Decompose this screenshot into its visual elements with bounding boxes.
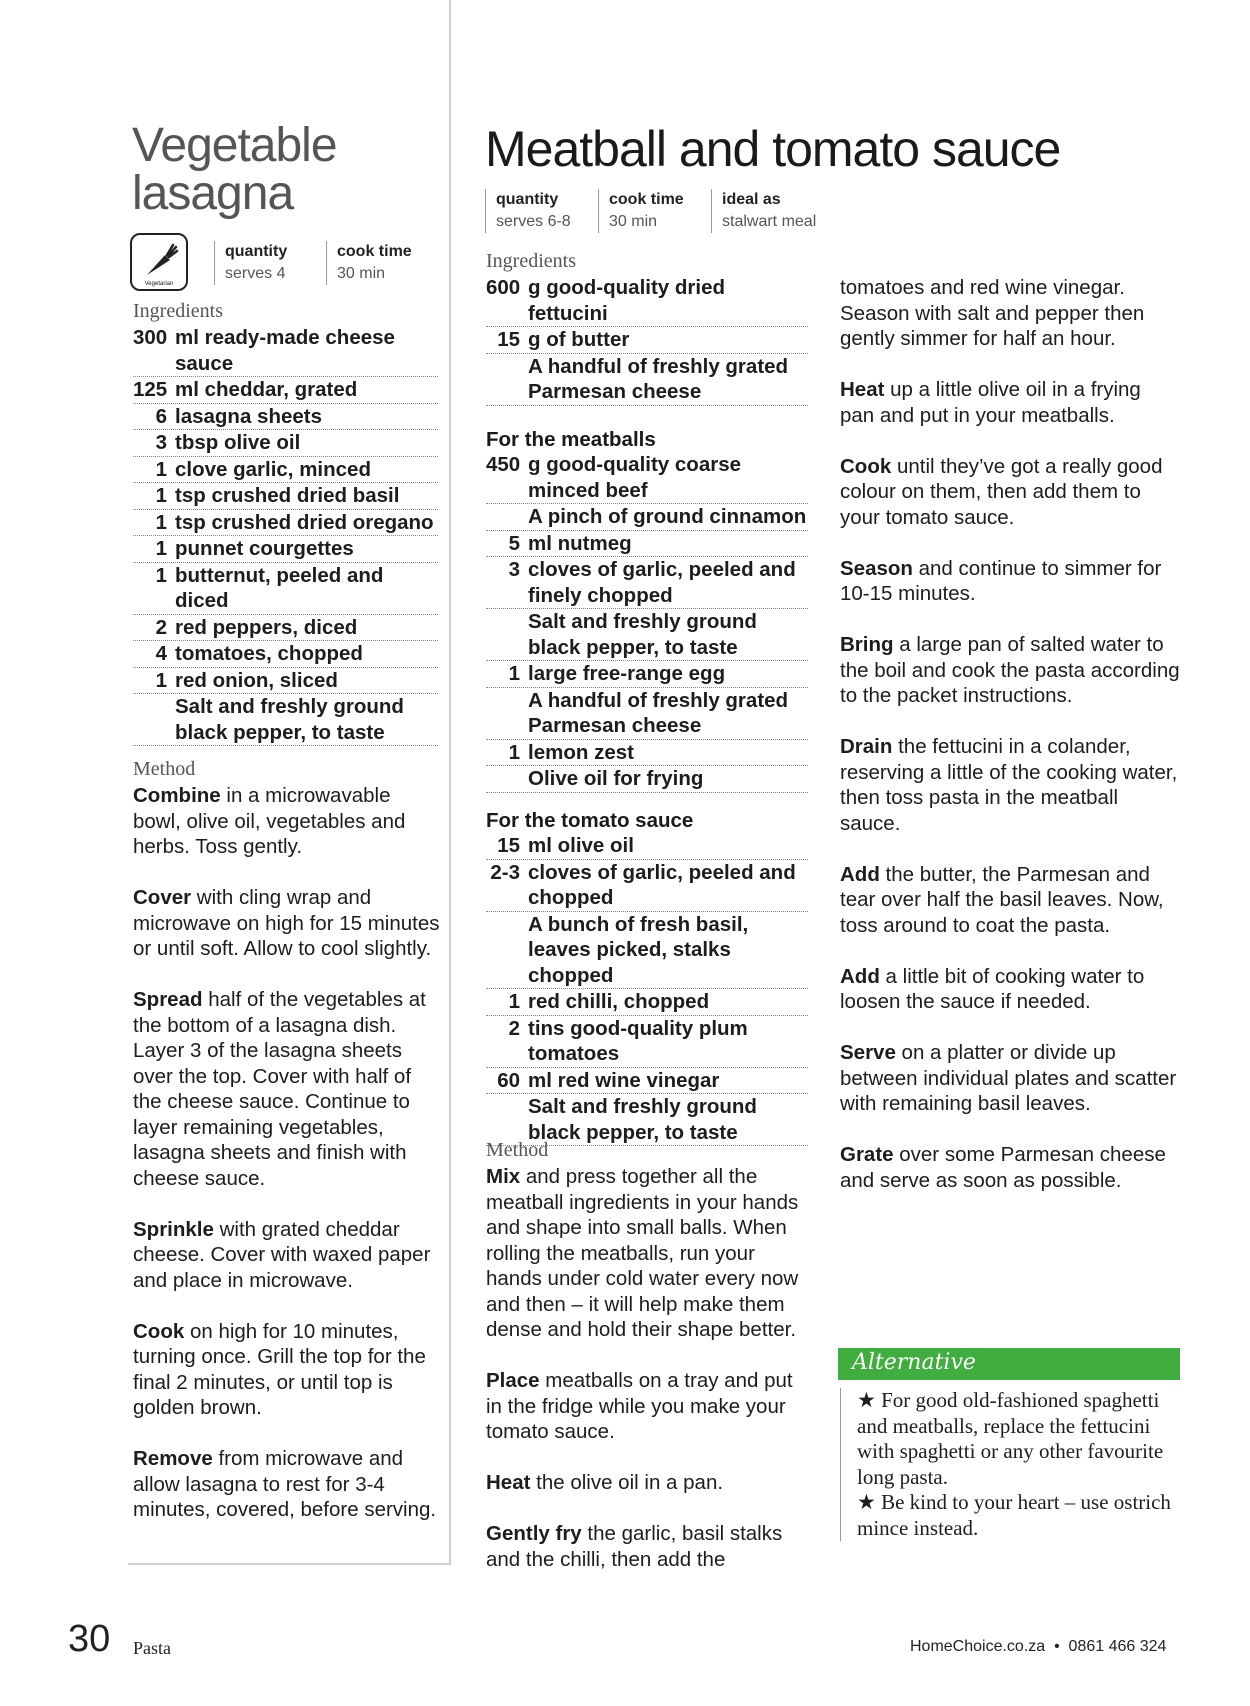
ingredient-quantity <box>133 694 175 745</box>
method-step <box>133 783 443 860</box>
ingredient-text: punnet courgettes <box>175 537 354 560</box>
method-step-text: over some Parmesan cheese and serve as soon as possible. <box>840 1143 1166 1192</box>
method-step-text: with grated cheddar cheese. Cover with waxed paper and place in microwave. <box>133 1217 431 1292</box>
method-step <box>840 377 1180 428</box>
ingredient-quantity <box>486 766 528 792</box>
method-step-text: the olive oil in a pan. <box>530 1471 724 1494</box>
ingredient-quantity: 2-3 <box>490 860 520 884</box>
meatball-method-part-1 <box>486 1164 812 1598</box>
ingredient-text: A handful of freshly grated Parmesan cheese <box>528 688 789 737</box>
ingredient-text: Olive oil for frying <box>528 767 704 790</box>
method-step <box>840 632 1180 709</box>
ingredient-quantity: 1 <box>155 668 167 692</box>
tomato-sauce-heading: For the tomato sauce <box>486 809 694 832</box>
ingredient-text: red chilli, chopped <box>528 990 710 1013</box>
ingredient-text: tomatoes, chopped <box>175 642 363 665</box>
method-step-verb: Cover <box>133 886 192 909</box>
ingredient-row <box>486 557 808 609</box>
ingredient-row <box>486 354 808 406</box>
method-step <box>486 1368 812 1445</box>
ingredient-quantity: 3 <box>508 558 520 581</box>
column-divider <box>449 0 451 1565</box>
ingredient-row <box>486 661 808 688</box>
ingredient-quantity: 125 <box>133 378 168 401</box>
ingredient-quantity <box>486 609 528 660</box>
method-step-text: on high for 10 minutes, turning once. Grill the top for the final 2 minutes, or until top is golden brown. <box>133 1319 426 1419</box>
ingredient-quantity: 3 <box>155 431 167 454</box>
ingredient-row <box>486 860 808 912</box>
ingredient-row <box>133 563 438 615</box>
alternative-tip: ★ For good old-fashioned spaghetti and meatballs, replace the fettucini with spaghetti or any other favourite long pasta. <box>857 1388 1164 1489</box>
method-step-verb: Cook <box>133 1319 185 1343</box>
ingredient-row <box>486 1016 808 1068</box>
ingredient-text: tins good-quality plum tomatoes <box>528 1016 748 1065</box>
ingredient-text: cloves of garlic, peeled and chopped <box>528 860 796 909</box>
lasagna-quantity: quantity serves 4 <box>214 241 287 285</box>
ingredient-text: Salt and freshly ground black pepper, to taste <box>528 610 757 659</box>
method-step <box>840 862 1180 939</box>
ingredient-quantity: 300 <box>133 326 168 349</box>
method-step <box>133 1217 443 1294</box>
method-step <box>840 275 1180 352</box>
vegetarian-label: Vegetarian <box>144 281 174 287</box>
section-name: Pasta <box>133 1638 171 1658</box>
method-step-text: with cling wrap and microwave on high for 15 minutes or until soft. Allow to cool slightly. <box>133 886 440 960</box>
ingredient-row <box>486 609 808 661</box>
ingredient-row <box>133 641 438 668</box>
ingredient-row <box>133 404 438 431</box>
ingredient-quantity: 1 <box>508 662 520 685</box>
method-step-text: from microwave and allow lasagna to rest for 3-4 minutes, covered, before serving. <box>133 1447 437 1521</box>
method-step-text: the butter, the Parmesan and tear over half the basil leaves. Now, toss around to coat the pasta. <box>840 862 1164 937</box>
meatballs-heading: For the meatballs <box>486 428 656 451</box>
ingredient-quantity: 60 <box>497 1068 520 1092</box>
ingredient-row <box>133 430 438 457</box>
ingredient-quantity: 1 <box>155 510 167 534</box>
ingredient-row <box>486 327 808 354</box>
ingredient-quantity: 1 <box>155 563 167 587</box>
lasagna-ingredients-heading: Ingredients <box>133 300 223 322</box>
vegetarian-badge <box>130 233 188 291</box>
tomato-sauce-ingredient-list <box>486 833 808 1146</box>
left-column-bottom-rule <box>128 1563 451 1565</box>
method-step-text: the garlic, basil stalks and the chilli, then add the <box>486 1522 783 1571</box>
method-step-verb: Serve <box>840 1041 896 1064</box>
method-step-text: and continue to simmer for 10-15 minutes. <box>840 556 1162 605</box>
lasagna-method <box>133 783 443 1548</box>
method-step-verb: Grate <box>840 1143 894 1166</box>
method-step <box>133 1319 443 1421</box>
method-step <box>840 556 1180 607</box>
ingredient-text: A pinch of ground cinnamon <box>528 505 807 528</box>
ingredient-quantity: 1 <box>155 537 167 560</box>
ingredient-text: clove garlic, minced <box>175 457 371 481</box>
ingredient-text: lasagna sheets <box>175 404 322 428</box>
ingredient-quantity: 15 <box>497 328 520 351</box>
lasagna-cook-time: cook time 30 min <box>326 241 412 285</box>
ingredient-text: ml olive oil <box>528 834 634 857</box>
ingredient-row <box>486 766 808 793</box>
ingredient-row <box>486 452 808 504</box>
method-step-text: in a microwavable bowl, olive oil, vegetables and herbs. Toss gently. <box>133 784 406 858</box>
method-step-text: half of the vegetables at the bottom of a lasagna dish. Layer 3 of the lasagna sheets over the top. Cover with half of the cheese sauce. Continue to layer remaining vegetables, lasagna sheets and finish with cheese sauce. <box>133 988 426 1190</box>
ingredient-quantity: 6 <box>155 404 167 428</box>
method-step-verb: Combine <box>133 784 221 807</box>
ingredient-text: tbsp olive oil <box>175 431 301 454</box>
carrot-icon <box>143 241 179 279</box>
ingredient-row <box>133 615 438 642</box>
method-step <box>133 885 443 962</box>
ingredient-quantity: 1 <box>155 484 167 507</box>
ingredient-text: ml red wine vinegar <box>528 1068 720 1092</box>
method-step-text: until they’ve got a really good colour on them, then add them to your tomato sauce. <box>840 454 1163 529</box>
method-step-verb: Heat <box>486 1471 531 1494</box>
ingredient-row <box>486 912 808 990</box>
lasagna-method-heading: Method <box>133 758 196 780</box>
ingredient-quantity: 15 <box>497 834 520 857</box>
method-step-text: the fettucini in a colander, reserving a little of the cooking water, then toss pasta in the meatball sauce. <box>840 735 1178 835</box>
method-step-verb: Heat <box>840 378 885 401</box>
ingredient-quantity: 4 <box>155 642 167 665</box>
method-step-verb: Add <box>840 862 880 886</box>
ingredient-text: Salt and freshly ground black pepper, to taste <box>528 1095 757 1144</box>
ingredient-text: large free-range egg <box>528 662 726 685</box>
ingredient-quantity: 2 <box>155 615 167 639</box>
meatball-method-heading: Method <box>486 1139 549 1161</box>
ingredient-row <box>133 377 438 404</box>
meatball-cook-time: cook time 30 min <box>598 189 684 233</box>
method-step <box>840 1040 1180 1117</box>
method-step-verb: Gently fry <box>486 1522 582 1545</box>
footer-contact: HomeChoice.co.za • 0861 466 324 <box>910 1638 1167 1655</box>
ingredient-quantity: 1 <box>155 457 167 481</box>
ingredient-text: butternut, peeled and diced <box>175 563 384 612</box>
method-step <box>840 964 1180 1015</box>
ingredient-row <box>133 694 438 746</box>
method-step-text: on a platter or divide up between individual plates and scatter with remaining basil leaves. <box>840 1041 1177 1115</box>
method-step-verb: Season <box>840 556 913 580</box>
ingredient-text: Salt and freshly ground black pepper, to taste <box>175 695 404 744</box>
meatballs-ingredient-list <box>486 452 808 793</box>
ingredient-quantity: 1 <box>508 990 520 1013</box>
method-step <box>840 734 1180 836</box>
lasagna-title: Vegetable lasagna <box>132 119 337 220</box>
meatball-ingredients-heading: Ingredients <box>486 250 576 272</box>
ingredient-text: g good-quality coarse minced beef <box>528 453 741 502</box>
ingredient-row <box>486 989 808 1016</box>
method-step <box>133 987 443 1191</box>
method-step-verb: Remove <box>133 1447 213 1470</box>
meatball-ideal-as: ideal as stalwart meal <box>711 189 816 233</box>
ingredient-row <box>486 1068 808 1095</box>
ingredient-row <box>133 510 438 537</box>
method-step <box>486 1470 812 1496</box>
method-step <box>133 1446 443 1523</box>
ingredient-text: lemon zest <box>528 740 634 764</box>
ingredient-row <box>133 483 438 510</box>
meatball-title: Meatball and tomato sauce <box>485 121 1061 177</box>
ingredient-text: g good-quality dried fettucini <box>528 276 726 325</box>
method-step-verb: Sprinkle <box>133 1217 214 1241</box>
ingredient-text: ml cheddar, grated <box>175 378 358 401</box>
alternative-tips <box>840 1388 1174 1541</box>
ingredient-row <box>133 325 438 377</box>
ingredient-text: tsp crushed dried oregano <box>175 510 434 534</box>
meatball-ingredient-list <box>486 275 808 406</box>
ingredient-quantity: 1 <box>508 740 520 764</box>
meatball-method-part-2 <box>840 275 1180 1219</box>
ingredient-text: red onion, sliced <box>175 668 338 692</box>
ingredient-text: cloves of garlic, peeled and finely chopped <box>528 558 796 607</box>
method-step-text: a little bit of cooking water to loosen the sauce if needed. <box>840 964 1145 1013</box>
ingredient-quantity: 5 <box>508 531 520 555</box>
method-step <box>486 1521 812 1572</box>
ingredient-quantity: 2 <box>508 1016 520 1040</box>
method-step <box>840 1142 1180 1193</box>
page-number: 30 <box>68 1618 111 1660</box>
ingredient-quantity <box>486 1094 528 1145</box>
method-step-text: and press together all the meatball ingredients in your hands and shape into small balls. When rolling the meatballs, run your hands under cold water every now and then – it will help make them dense and hold their shape better. <box>486 1165 799 1341</box>
ingredient-row <box>133 668 438 695</box>
method-step-verb: Add <box>840 964 880 988</box>
method-step-verb: Bring <box>840 633 894 656</box>
ingredient-quantity: 450 <box>486 453 521 476</box>
method-step-verb: Drain <box>840 735 893 758</box>
ingredient-row <box>486 833 808 860</box>
lasagna-ingredient-list <box>133 325 438 746</box>
method-step-text: meatballs on a tray and put in the fridge while you make your tomato sauce. <box>486 1369 793 1443</box>
ingredient-row <box>486 688 808 740</box>
method-step-verb: Place <box>486 1369 540 1392</box>
method-step-verb: Spread <box>133 988 203 1011</box>
ingredient-row <box>486 275 808 327</box>
method-step-text: up a little olive oil in a frying pan and put in your meatballs. <box>840 378 1141 427</box>
alternative-title: Alternative <box>852 1350 976 1375</box>
ingredient-row <box>133 536 438 563</box>
ingredient-text: tsp crushed dried basil <box>175 484 400 507</box>
ingredient-quantity: 600 <box>486 276 521 299</box>
ingredient-text: ml nutmeg <box>528 531 632 555</box>
ingredient-quantity <box>486 912 528 989</box>
ingredient-text: A bunch of fresh basil, leaves picked, stalks chopped <box>528 912 749 987</box>
meatball-quantity: quantity serves 6-8 <box>485 189 571 233</box>
method-step <box>486 1164 812 1343</box>
ingredient-row <box>133 457 438 484</box>
ingredient-quantity <box>486 504 528 530</box>
ingredient-row <box>486 740 808 767</box>
method-step-text: tomatoes and red wine vinegar. Season with salt and pepper then gently simmer for half an hour. <box>840 276 1145 350</box>
ingredient-row <box>486 504 808 531</box>
ingredient-text: g of butter <box>528 328 630 351</box>
method-step-text: a large pan of salted water to the boil and cook the pasta according to the packet instructions. <box>840 633 1180 707</box>
ingredient-quantity <box>486 354 528 405</box>
ingredient-row <box>486 531 808 558</box>
ingredient-text: A handful of freshly grated Parmesan cheese <box>528 354 789 403</box>
method-step-verb: Mix <box>486 1165 521 1188</box>
ingredient-text: red peppers, diced <box>175 615 358 639</box>
ingredient-text: ml ready-made cheese sauce <box>175 326 395 375</box>
alternative-tip: ★ Be kind to your heart – use ostrich mince instead. <box>857 1490 1171 1540</box>
ingredient-quantity <box>486 688 528 739</box>
method-step-verb: Cook <box>840 454 892 478</box>
method-step <box>840 454 1180 531</box>
